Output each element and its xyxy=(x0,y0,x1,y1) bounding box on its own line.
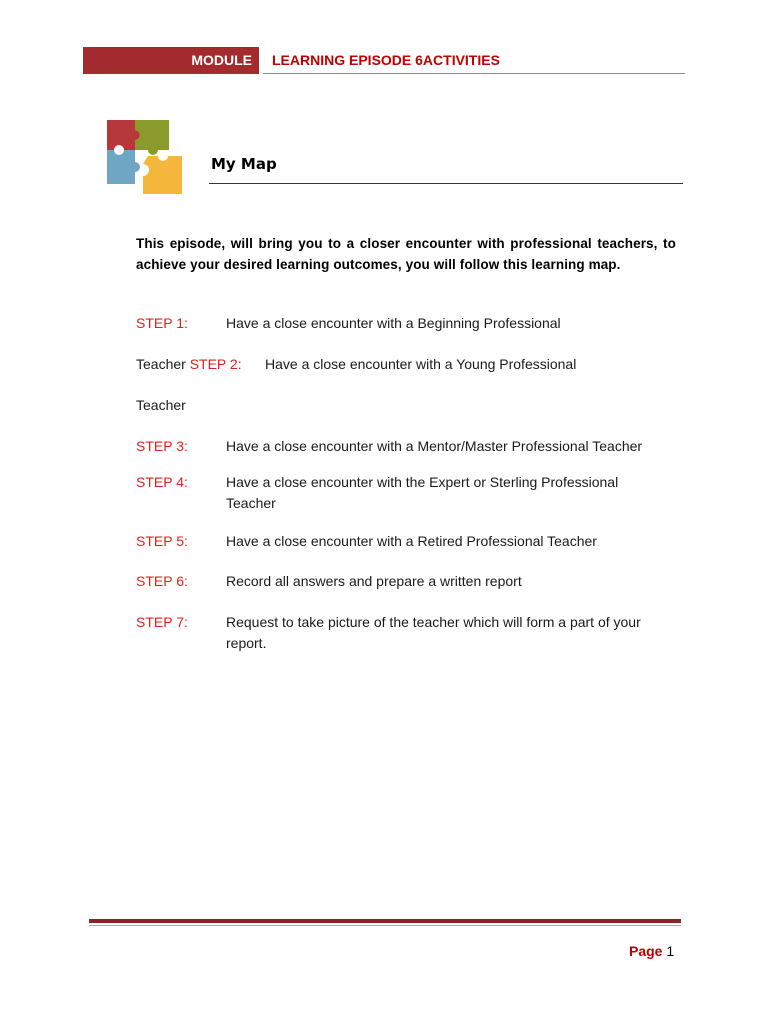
footer-divider xyxy=(89,919,681,923)
puzzle-piece-blue xyxy=(107,150,140,184)
step-3-text: Have a close encounter with a Mentor/Master Professional Teacher xyxy=(226,438,643,454)
step-4-label: STEP 4: xyxy=(136,474,188,490)
step-7-text: Request to take picture of the teacher which will form a part of your report. xyxy=(226,614,641,651)
step-6-text: Record all answers and prepare a written report xyxy=(226,573,522,589)
puzzle-piece-green xyxy=(135,120,169,155)
header-divider xyxy=(263,73,685,74)
module-label: MODULE xyxy=(83,47,263,74)
page-header xyxy=(83,47,685,74)
episode-title: LEARNING EPISODE 6ACTIVITIES xyxy=(272,52,500,68)
step-2-label: STEP 2: xyxy=(189,356,242,372)
step-2-line xyxy=(136,354,242,374)
step-5-label: STEP 5: xyxy=(136,533,188,549)
step-2-text: Have a close encounter with a Young Professional xyxy=(265,356,577,372)
step-4-text: Have a close encounter with the Expert or Sterling Professional Teacher xyxy=(226,474,619,511)
step-2-continuation: Teacher xyxy=(136,397,186,413)
puzzle-piece-yellow xyxy=(143,156,182,194)
step-1-label: STEP 1: xyxy=(136,315,188,331)
step-7-label: STEP 7: xyxy=(136,614,188,630)
step-1-text: Have a close encounter with a Beginning Professional xyxy=(226,315,561,331)
step-2-prefix: Teacher xyxy=(136,356,190,372)
intro-paragraph: This episode, will bring you to a closer encounter with professional teachers, to achieve your desired learning outcomes, you will follow this learning map. xyxy=(136,236,676,272)
section-title: My Map xyxy=(211,155,277,173)
page-label: Page xyxy=(629,943,663,959)
section-divider xyxy=(209,183,683,184)
page-number xyxy=(629,942,674,960)
step-6-label: STEP 6: xyxy=(136,573,188,589)
step-5-text: Have a close encounter with a Retired Professional Teacher xyxy=(226,533,597,549)
step-3-label: STEP 3: xyxy=(136,438,188,454)
puzzle-pieces-icon xyxy=(105,118,185,196)
page-number-value: 1 xyxy=(666,943,675,959)
footer-divider-thin xyxy=(89,925,681,926)
